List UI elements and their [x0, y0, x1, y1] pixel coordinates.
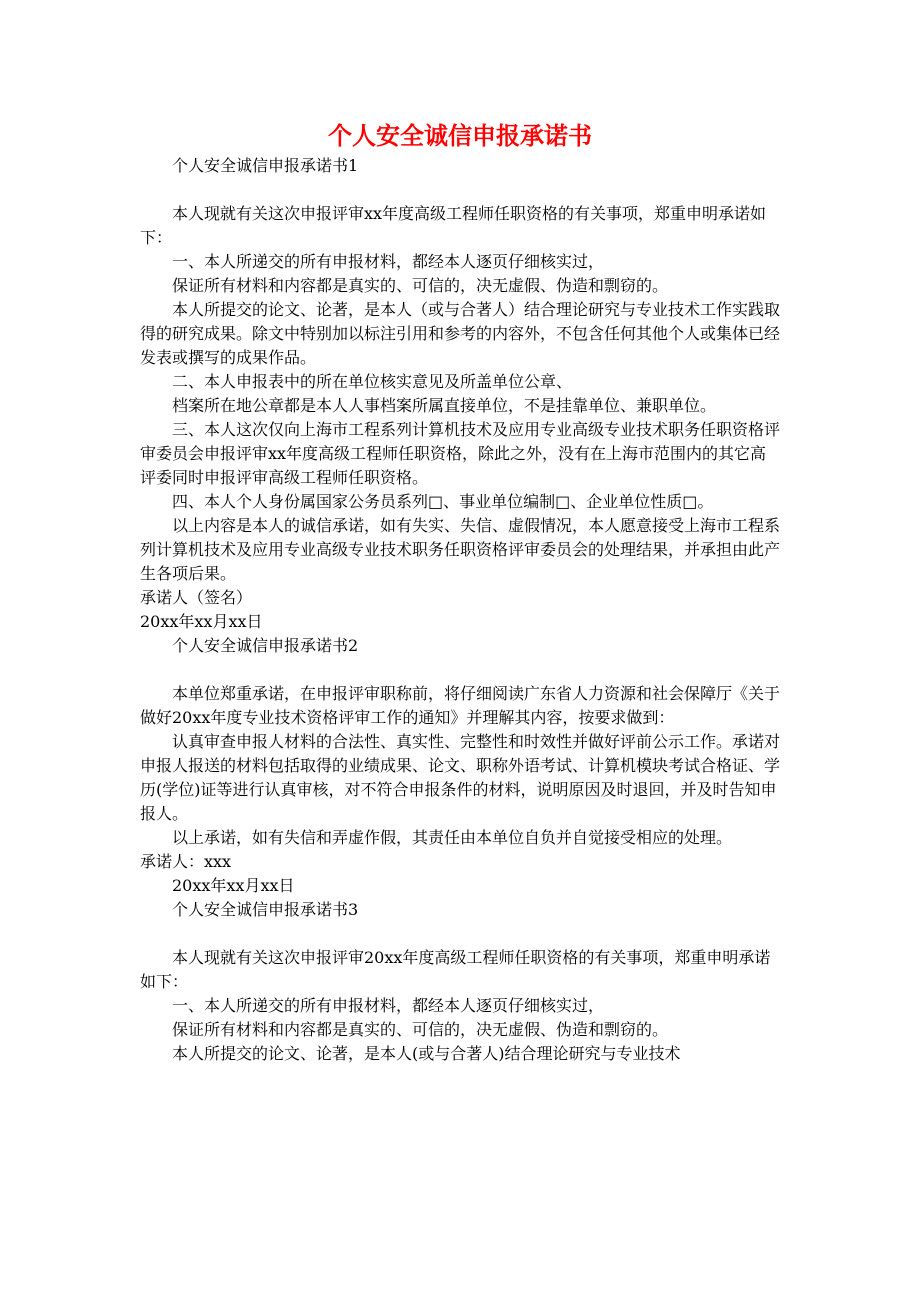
blank-line — [140, 178, 780, 202]
signature-line: 承诺人（签名） — [140, 588, 253, 607]
paragraph: 档案所在地公章都是本人人事档案所属直接单位，不是挂靠单位、兼职单位。 — [172, 396, 717, 415]
paragraph: 认真审查申报人材料的合法性、真实性、完整性和时效性并做好评前公示工作。承诺对申报人报送的材料包括取得的业绩成果、论文、职称外语考试、计算机模块考试合格证、学历(学位)证等进行认真审核，对不符合申报条件的材料，说明原因及时退回，并及时告知申报人。 — [140, 732, 781, 823]
document-title: 个人安全诚信申报承诺书 — [328, 121, 592, 150]
paragraph: 本人现就有关这次申报评审xx年度高级工程师任职资格的有关事项，郑重申明承诺如下： — [140, 204, 767, 247]
paragraph: 四、本人个人身份属国家公务员系列□、事业单位编制□、企业单位性质□。 — [172, 492, 714, 511]
paragraph: 三、本人这次仅向上海市工程系列计算机技术及应用专业高级专业技术职务任职资格评审委员会申报评审xx年度高级工程师任职资格，除此之外，没有在上海市范围内的其它高评委同时申报评审高级工程师任职资格。 — [140, 420, 781, 487]
paragraph: 本人现就有关这次申报评审20xx年度高级工程师任职资格的有关事项，郑重申明承诺如下： — [140, 948, 771, 991]
section-3-heading: 个人安全诚信申报承诺书3 — [172, 900, 359, 919]
paragraph: 本人所提交的论文、论著，是本人（或与合著人）结合理论研究与专业技术工作实践取得的研究成果。除文中特别加以标注引用和参考的内容外，不包含任何其他个人或集体已经发表或撰写的成果作品。 — [140, 300, 781, 367]
section-2-heading: 个人安全诚信申报承诺书2 — [172, 636, 359, 655]
date-line: 20xx年xx月xx日 — [140, 612, 263, 631]
paragraph: 本单位郑重承诺，在申报评审职称前，将仔细阅读广东省人力资源和社会保障厅《关于做好20xx年度专业技术资格评审工作的通知》并理解其内容，按要求做到： — [140, 684, 781, 727]
paragraph: 保证所有材料和内容都是真实的、可信的，决无虚假、伪造和剽窃的。 — [172, 276, 669, 295]
paragraph: 二、本人申报表中的所在单位核实意见及所盖单位公章、 — [172, 372, 573, 391]
paragraph: 本人所提交的论文、论著，是本人(或与合著人)结合理论研究与专业技术 — [172, 1044, 681, 1063]
blank-line — [140, 922, 780, 946]
signature-line: 承诺人：xxx — [140, 852, 232, 871]
blank-line — [140, 658, 780, 682]
paragraph: 保证所有材料和内容都是真实的、可信的，决无虚假、伪造和剽窃的。 — [172, 1020, 669, 1039]
paragraph: 一、本人所递交的所有申报材料，都经本人逐页仔细核实过， — [172, 996, 605, 1015]
document-page — [140, 120, 780, 1066]
paragraph: 以上承诺，如有失信和弄虚作假，其责任由本单位自负并自觉接受相应的处理。 — [172, 828, 733, 847]
paragraph: 一、本人所递交的所有申报材料，都经本人逐页仔细核实过， — [172, 252, 605, 271]
paragraph: 以上内容是本人的诚信承诺，如有失实、失信、虚假情况，本人愿意接受上海市工程系列计算机技术及应用专业高级专业技术职务任职资格评审委员会的处理结果，并承担由此产生各项后果。 — [140, 516, 781, 583]
section-1-heading: 个人安全诚信申报承诺书1 — [172, 156, 359, 175]
date-line: 20xx年xx月xx日 — [172, 876, 295, 895]
